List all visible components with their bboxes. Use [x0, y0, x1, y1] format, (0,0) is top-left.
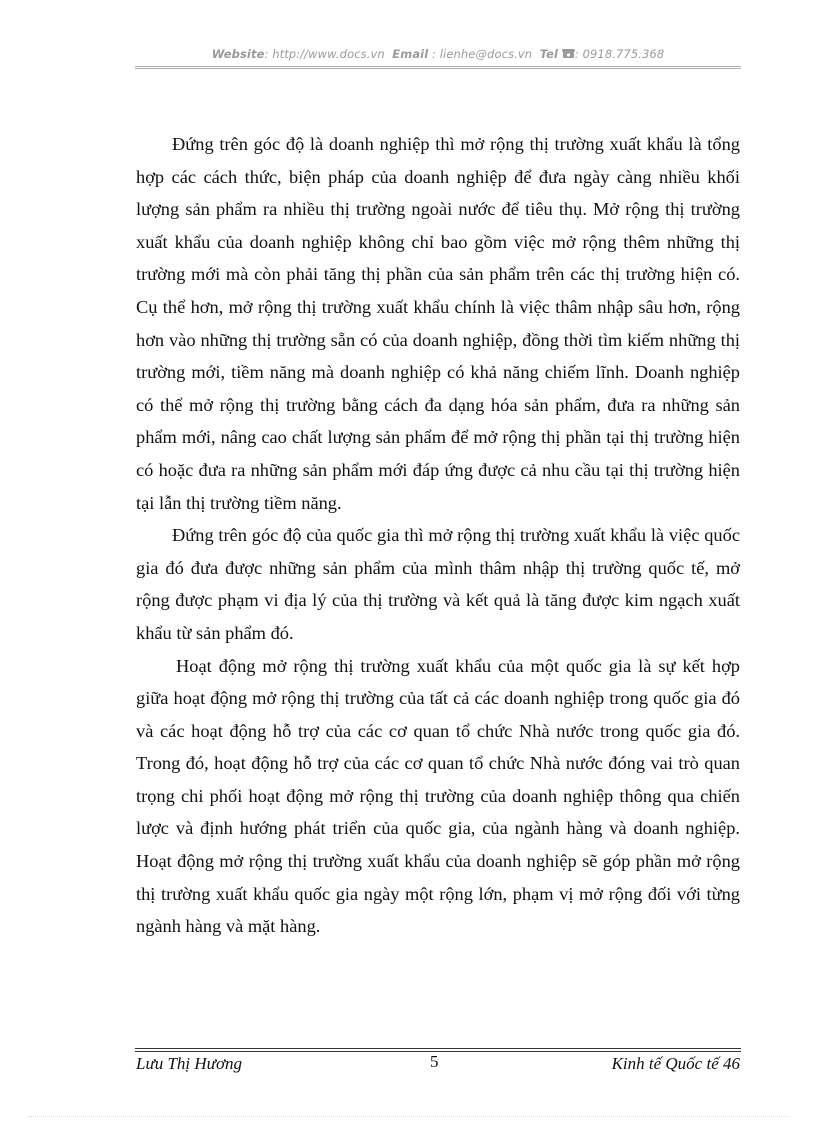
- website-label: Website: [211, 47, 265, 61]
- email-label: Email: [392, 47, 429, 61]
- page-number: 5: [430, 1052, 439, 1071]
- page-footer: [136, 1054, 740, 1078]
- email-value: : lienhe@docs.vn: [428, 47, 533, 61]
- tel-value: : 0918.775.368: [574, 47, 665, 61]
- footer-course: Kinh tế Quốc tế 46: [611, 1054, 740, 1073]
- paragraph-2: Đứng trên góc độ của quốc gia thì mở rộng thị trường xuất khẩu là việc quốc gia đó đưa được những sản phẩm của mình thâm nhập thị trường quốc tế, mở rộng được phạm vi địa lý của thị trường và kết quả là tăng được kim ngạch xuất khẩu từ sản phẩm đó.: [136, 525, 740, 643]
- document-body: [136, 128, 740, 943]
- page-header: [135, 47, 741, 62]
- paragraph-1: Đứng trên góc độ là doanh nghiệp thì mở rộng thị trường xuất khẩu là tổng hợp các cách thức, biện pháp của doanh nghiệp để đưa ngày càng nhiều khối lượng sản phẩm ra nhiều thị trường ngoài nước để tiêu thụ. Mở rộng thị trường xuất khẩu của doanh nghiệp không chỉ bao gồm việc mở rộng thêm những thị trường mới mà còn phải tăng thị phần của sản phẩm trên các thị trường hiện có. Cụ thể hơn, mở rộng thị trường xuất khẩu chính là việc thâm nhập sâu hơn, rộng hơn vào những thị trường sẵn có của doanh nghiệp, đồng thời tìm kiếm những thị trường mới, tiềm năng mà doanh nghiệp có khả năng chiếm lĩnh. Doanh nghiệp có thể mở rộng thị trường bằng cách đa dạng hóa sản phẩm, đưa ra những sản phẩm mới, nâng cao chất lượng sản phẩm để mở rộng thị phần tại thị trường hiện có hoặc đưa ra những sản phẩm mới đáp ứng được cả nhu cầu tại thị trường hiện tại lẫn thị trường tiềm năng.: [136, 134, 740, 513]
- paragraph-3: Hoạt động mở rộng thị trường xuất khẩu của một quốc gia là sự kết hợp giữa hoạt động mở rộng thị trường của tất cả các doanh nghiệp trong quốc gia đó và các hoạt động hỗ trợ của các cơ quan tổ chức Nhà nước trong quốc gia đó. Trong đó, hoạt động hỗ trợ của các cơ quan tổ chức Nhà nước đóng vai trò quan trọng chi phối hoạt động mở rộng thị trường của doanh nghiệp thông qua chiến lược và định hướng phát triển của quốc gia, của ngành hàng và doanh nghiệp. Hoạt động mở rộng thị trường xuất khẩu của doanh nghiệp sẽ góp phần mở rộng thị trường xuất khẩu quốc gia ngày một rộng lớn, phạm vị mở rộng đối với từng ngành hàng và mặt hàng.: [136, 655, 740, 937]
- footer-author: Lưu Thị Hương: [136, 1054, 243, 1073]
- tel-label: Tel: [539, 47, 559, 61]
- header-divider: [135, 66, 741, 69]
- website-value: : http://www.docs.vn: [264, 47, 385, 61]
- phone-icon: [562, 48, 575, 62]
- page-bottom-border: [28, 1116, 788, 1117]
